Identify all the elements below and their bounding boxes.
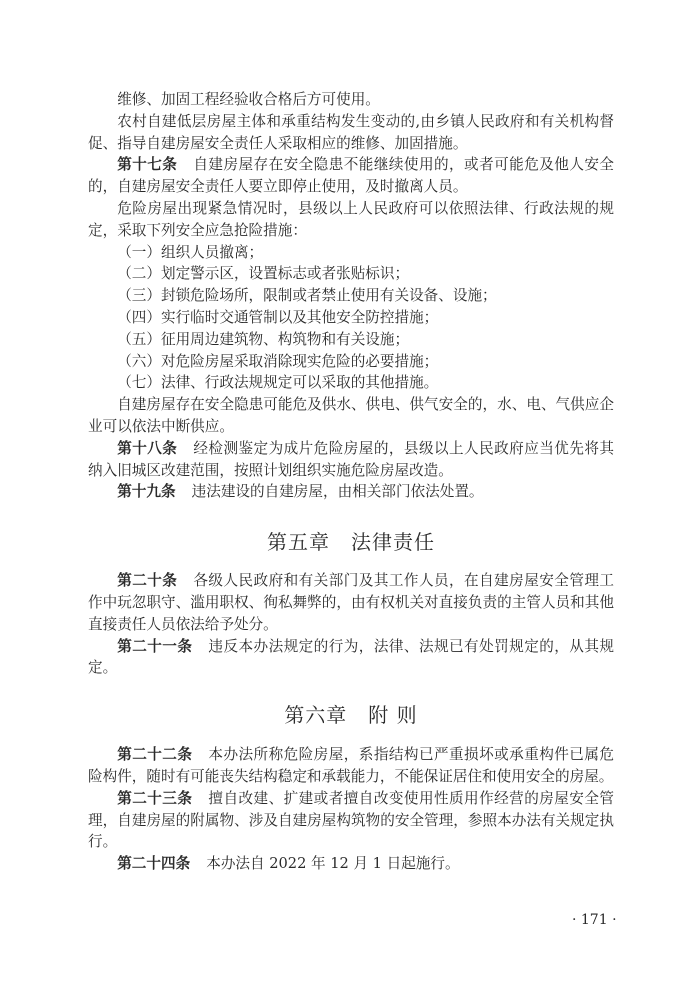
chapter-heading: 第六章 附 则 bbox=[284, 703, 418, 728]
article-label: 第十八条 bbox=[117, 439, 178, 457]
article-text: 违法建设的自建房屋，由相关部门依法处置。 bbox=[191, 483, 484, 501]
article-label: 第二十二条 bbox=[117, 746, 193, 764]
chapter-heading: 第五章 法律责任 bbox=[267, 530, 435, 555]
paragraph: 维修、加固工程经验收合格后方可使用。 bbox=[117, 91, 380, 108]
article-21 bbox=[88, 636, 614, 680]
paragraph: 自建房屋存在安全隐患可能危及供水、供电、供气安全的，水、电、气供应企业可以依法中断供应。 bbox=[88, 396, 614, 435]
article-text: 擅自改建、扩建或者擅自改变使用性质用作经营的房屋安全管理，自建房屋的附属物、涉及自建房屋构筑物的安全管理，参照本办法有关规定执行。 bbox=[88, 789, 614, 851]
article-17 bbox=[88, 154, 614, 198]
list-item: （三）封锁危险场所，限制或者禁止使用有关设备、设施； bbox=[117, 287, 497, 305]
list-item: （五）征用周边建筑物、构筑物和有关设施； bbox=[117, 330, 410, 348]
article-23 bbox=[88, 788, 614, 853]
list-item: （七）法律、行政法规规定可以采取的其他措施。 bbox=[117, 374, 439, 392]
page-body bbox=[88, 89, 614, 875]
list-item: （二）划定警示区，设置标志或者张贴标识； bbox=[117, 265, 410, 283]
list-item: （六）对危险房屋采取消除现实危险的必要措施； bbox=[117, 352, 439, 370]
article-text: 本办法所称危险房屋，系指结构已严重损坏或承重构件已属危险构件，随时有可能丧失结构稳定和承载能力，不能保证居住和使用安全的房屋。 bbox=[88, 746, 614, 785]
list-item: （四）实行临时交通管制以及其他安全防控措施； bbox=[117, 308, 439, 326]
article-label: 第二十一条 bbox=[117, 637, 193, 655]
page-number: · 171 · bbox=[572, 912, 617, 928]
article-text: 经检测鉴定为成片危险房屋的，县级以上人民政府应当优先将其纳入旧城区改建范围，按照计划组织实施危险房屋改造。 bbox=[88, 439, 614, 479]
article-label: 第二十条 bbox=[117, 572, 178, 590]
article-label: 第二十四条 bbox=[117, 855, 191, 873]
article-text: 本办法自 2022 年 12 月 1 日起施行。 bbox=[206, 855, 460, 873]
article-text: 自建房屋存在安全隐患不能继续使用的，或者可能危及他人安全的，自建房屋安全责任人要立即停止使用，及时撤离人员。 bbox=[88, 156, 614, 196]
paragraph: 农村自建低层房屋主体和承重结构发生变动的,由乡镇人民政府和有关机构督促、指导自建房屋安全责任人采取相应的维修、加固措施。 bbox=[88, 112, 614, 152]
list-item: （一）组织人员撤离； bbox=[117, 243, 264, 261]
article-22 bbox=[88, 744, 614, 788]
article-text: 各级人民政府和有关部门及其工作人员，在自建房屋安全管理工作中玩忽职守、滥用职权、徇私舞弊的，由有权机关对直接负责的主管人员和其他直接责任人员依法给予处分。 bbox=[88, 572, 614, 633]
article-20 bbox=[88, 570, 614, 635]
article-18 bbox=[88, 438, 614, 482]
article-label: 第二十三条 bbox=[117, 789, 193, 807]
article-label: 第十九条 bbox=[117, 483, 176, 501]
article-text: 违反本办法规定的行为，法律、法规已有处罚规定的，从其规定。 bbox=[88, 637, 614, 677]
paragraph: 危险房屋出现紧急情况时，县级以上人民政府可以依照法律、行政法规的规定，采取下列安全应急抢险措施： bbox=[88, 199, 614, 239]
article-19 bbox=[88, 481, 614, 503]
article-24 bbox=[88, 853, 614, 875]
article-label: 第十七条 bbox=[117, 156, 178, 174]
